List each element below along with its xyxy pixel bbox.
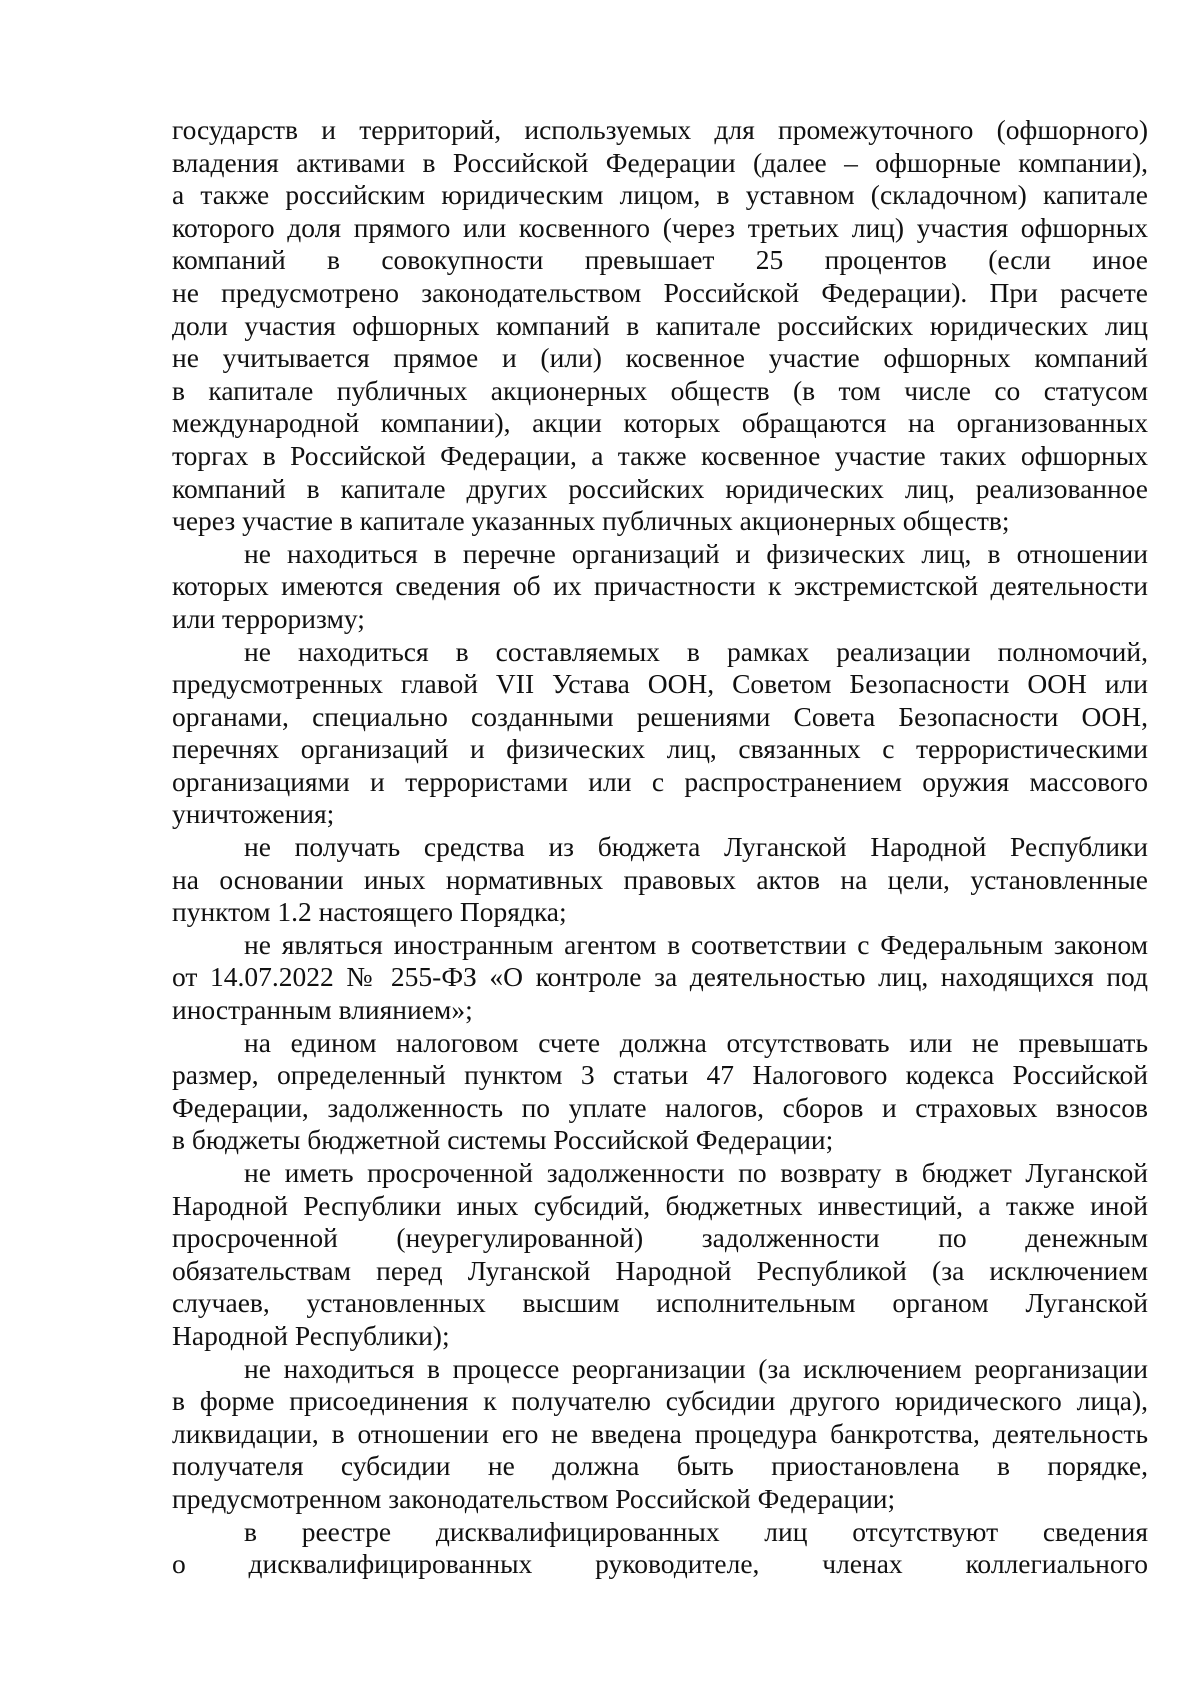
- text-line: обязательствам перед Луганской Народной Республикой (за исключением: [172, 1254, 1148, 1286]
- text-line: от 14.07.2022 № 255-ФЗ «О контроле за деятельностью лиц, находящихся под: [172, 961, 1148, 993]
- text-line: компаний в капитале других российских юридических лиц, реализованное: [172, 472, 1148, 504]
- paragraph: [172, 929, 1148, 1027]
- text-line: Народной Республики);: [172, 1319, 450, 1351]
- text-line: о дисквалифицированных руководителе, членах коллегиального: [172, 1548, 1148, 1580]
- paragraph: [172, 1157, 1148, 1353]
- paragraph: [172, 1516, 1148, 1581]
- paragraph: [172, 1353, 1148, 1516]
- text-line: размер, определенный пунктом 3 статьи 47 Налогового кодекса Российской: [172, 1059, 1148, 1091]
- text-line: получателя субсидии не должна быть приостановлена в порядке,: [172, 1450, 1148, 1482]
- text-line: а также российским юридическим лицом, в уставном (складочном) капитале: [172, 179, 1148, 211]
- text-line: не иметь просроченной задолженности по возврату в бюджет Луганской: [244, 1157, 1148, 1188]
- text-line: предусмотренном законодательством Российской Федерации;: [172, 1482, 896, 1514]
- text-line: которого доля прямого или косвенного (через третьих лиц) участия офшорных: [172, 211, 1148, 243]
- text-line: пунктом 1.2 настоящего Порядка;: [172, 896, 567, 928]
- text-line: которых имеются сведения об их причастности к экстремистской деятельности: [172, 570, 1148, 602]
- text-line: не учитывается прямое и (или) косвенное участие офшорных компаний: [172, 342, 1148, 374]
- text-line: международной компании), акции которых обращаются на организованных: [172, 407, 1148, 439]
- text-line: не находиться в перечне организаций и физических лиц, в отношении: [244, 537, 1148, 569]
- text-line: Федерации, задолженность по уплате налогов, сборов и страховых взносов: [172, 1091, 1148, 1123]
- text-line: на едином налоговом счете должна отсутствовать или не превышать: [244, 1026, 1148, 1058]
- document-body: [172, 114, 1148, 1581]
- text-line: не находиться в составляемых в рамках реализации полномочий,: [244, 635, 1148, 667]
- paragraph: [172, 538, 1148, 636]
- text-line: предусмотренных главой VII Устава ООН, Советом Безопасности ООН или: [172, 668, 1148, 700]
- text-line: не являться иностранным агентом в соответствии с Федеральным законом: [244, 928, 1148, 960]
- text-line: в реестре дисквалифицированных лиц отсутствуют сведения: [244, 1515, 1148, 1547]
- text-line: в форме присоединения к получателю субсидии другого юридического лица),: [172, 1385, 1148, 1417]
- text-line: просроченной (неурегулированной) задолженности по денежным: [172, 1222, 1148, 1254]
- text-line: не предусмотрено законодательством Российской Федерации). При расчете: [172, 276, 1148, 308]
- text-line: владения активами в Российской Федерации (далее – офшорные компании),: [172, 146, 1148, 178]
- text-line: организациями и террористами или с распространением оружия массового: [172, 765, 1148, 797]
- text-line: органами, специально созданными решениями Совета Безопасности ООН,: [172, 700, 1148, 732]
- text-line: не получать средства из бюджета Луганской Народной Республики: [244, 831, 1148, 863]
- text-line: торгах в Российской Федерации, а также косвенное участие таких офшорных: [172, 439, 1148, 471]
- text-line: не находиться в процессе реорганизации (за исключением реорганизации: [244, 1352, 1148, 1384]
- text-line: иностранным влиянием»;: [172, 994, 473, 1026]
- text-line: компаний в совокупности превышает 25 процентов (если иное: [172, 244, 1148, 276]
- text-line: государств и территорий, используемых для промежуточного (офшорного): [172, 114, 1148, 145]
- paragraph: [172, 636, 1148, 832]
- text-line: доли участия офшорных компаний в капитале российских юридических лиц: [172, 309, 1148, 341]
- text-line: уничтожения;: [172, 798, 335, 830]
- text-line: в бюджеты бюджетной системы Российской Федерации;: [172, 1124, 834, 1156]
- text-line: на основании иных нормативных правовых актов на цели, установленные: [172, 863, 1148, 895]
- paragraph: [172, 114, 1148, 538]
- text-line: Народной Республики иных субсидий, бюджетных инвестиций, а также иной: [172, 1189, 1148, 1221]
- text-line: через участие в капитале указанных публичных акционерных обществ;: [172, 505, 1010, 537]
- text-line: ликвидации, в отношении его не введена процедура банкротства, деятельность: [172, 1417, 1148, 1449]
- text-line: перечнях организаций и физических лиц, связанных с террористическими: [172, 733, 1148, 765]
- paragraph: [172, 1027, 1148, 1157]
- text-line: случаев, установленных высшим исполнительным органом Луганской: [172, 1287, 1148, 1319]
- text-line: или терроризму;: [172, 602, 365, 634]
- paragraph: [172, 831, 1148, 929]
- text-line: в капитале публичных акционерных обществ (в том числе со статусом: [172, 374, 1148, 406]
